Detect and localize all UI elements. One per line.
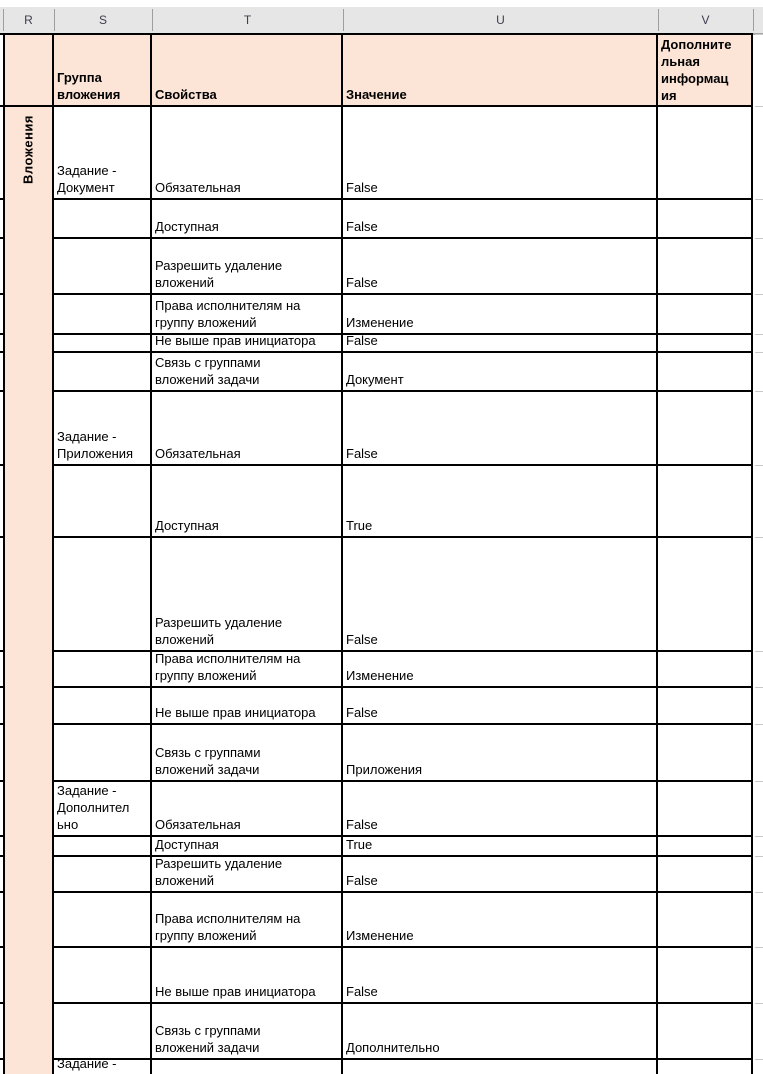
cell-group[interactable]	[54, 466, 152, 538]
cell-group[interactable]	[54, 837, 152, 857]
cell-value[interactable]	[343, 1060, 658, 1074]
cell-group[interactable]	[54, 782, 152, 837]
cell-property[interactable]	[152, 893, 343, 948]
cell-value-text: False	[346, 275, 378, 290]
cell-property-text: Права исполнителям на группу вложений	[155, 298, 301, 330]
column-header-S[interactable]: S	[98, 13, 107, 27]
cell-property-text: Обязательная	[155, 180, 241, 195]
gridline-right	[755, 724, 763, 725]
cell-value[interactable]	[343, 1004, 658, 1060]
gridline-right	[755, 1003, 763, 1004]
cell-extra[interactable]	[658, 1004, 753, 1060]
cell-group[interactable]	[54, 652, 152, 688]
header-cell-extra[interactable]	[658, 35, 753, 107]
cell-property[interactable]	[152, 466, 343, 538]
cell-property-text: Доступная	[155, 518, 219, 533]
cell-group[interactable]	[54, 1060, 152, 1074]
cell-group-text: Задание -	[57, 1060, 117, 1071]
cell-extra[interactable]	[658, 725, 753, 782]
cell-value-text: False	[346, 446, 378, 461]
band-separator	[343, 9, 344, 31]
cell-extra[interactable]	[658, 893, 753, 948]
band-separator	[658, 9, 659, 31]
table-top-border	[3, 33, 753, 35]
cell-group[interactable]	[54, 295, 152, 335]
gridline-right	[755, 1059, 763, 1060]
cell-property[interactable]	[152, 948, 343, 1004]
cell-extra[interactable]	[658, 688, 753, 725]
cell-property[interactable]	[152, 200, 343, 239]
cell-property-text: Связь с группами вложений задачи	[155, 355, 261, 387]
cell-value[interactable]	[343, 392, 658, 466]
gridline-right	[755, 294, 763, 295]
cell-value-text: False	[346, 817, 378, 832]
cell-group[interactable]	[54, 725, 152, 782]
cell-value[interactable]	[343, 688, 658, 725]
cell-group[interactable]	[54, 107, 152, 200]
column-header-T[interactable]: T	[243, 13, 252, 27]
cell-value-text: False	[346, 632, 378, 647]
cell-value-text: False	[346, 705, 378, 720]
band-separator	[152, 9, 153, 31]
cell-extra[interactable]	[658, 466, 753, 538]
cell-group-text: Задание - Дополнительно	[57, 783, 130, 832]
gridline-right	[755, 781, 763, 782]
cell-group[interactable]	[54, 335, 152, 353]
cell-property[interactable]	[152, 725, 343, 782]
column-header-U[interactable]: U	[496, 13, 505, 27]
gridline-right	[755, 947, 763, 948]
gridline-right	[755, 34, 763, 35]
cell-extra[interactable]	[658, 1060, 753, 1074]
cell-value[interactable]	[343, 893, 658, 948]
cell-extra[interactable]	[658, 782, 753, 837]
cell-property-text: Связь с группами вложений задачи	[155, 745, 261, 777]
cell-group[interactable]	[54, 200, 152, 239]
cell-property[interactable]	[152, 688, 343, 725]
gridline-right	[755, 836, 763, 837]
cell-extra[interactable]	[658, 837, 753, 857]
merged-cell-vlozheniya[interactable]	[3, 107, 54, 1074]
header-group-label: Группа вложения	[57, 70, 121, 102]
cell-property-text: Права исполнителям на группу вложений	[155, 911, 301, 943]
band-separator	[753, 9, 754, 31]
cell-value[interactable]	[343, 466, 658, 538]
gridline-right	[755, 856, 763, 857]
cell-value[interactable]	[343, 948, 658, 1004]
header-cell-value[interactable]	[343, 35, 658, 107]
gridline-right	[755, 892, 763, 893]
cell-value-text: Изменение	[346, 668, 414, 683]
cell-property-text: Разрешить удаление вложений	[155, 615, 283, 647]
header-extra-label: Дополнительная информация	[661, 37, 732, 103]
gridline-right	[755, 334, 763, 335]
column-header-R[interactable]: R	[24, 13, 33, 27]
cell-property-text: Не выше прав инициатора	[155, 984, 316, 999]
band-separator	[54, 9, 55, 31]
cell-property-text: Обязательная	[155, 446, 241, 461]
cell-value-text: Изменение	[346, 928, 414, 943]
cell-value-text: False	[346, 873, 378, 888]
gridline-right	[755, 238, 763, 239]
cell-group[interactable]	[54, 353, 152, 392]
cell-property[interactable]	[152, 782, 343, 837]
cell-property-text: Связь с группами вложений задачи	[155, 1023, 261, 1055]
cell-group[interactable]	[54, 392, 152, 466]
cell-extra[interactable]	[658, 392, 753, 466]
gridline-right	[755, 687, 763, 688]
cell-value[interactable]	[343, 107, 658, 200]
cell-extra[interactable]	[658, 239, 753, 295]
cell-property-text: Разрешить удаление вложений	[155, 857, 283, 888]
vertical-group-label: Вложения	[20, 115, 35, 184]
cell-value[interactable]	[343, 239, 658, 295]
cell-value-text: Изменение	[346, 315, 414, 330]
cell-property[interactable]	[152, 538, 343, 652]
cell-property-text: Доступная	[155, 219, 219, 234]
cell-value[interactable]	[343, 335, 658, 353]
header-cell-r-empty[interactable]	[3, 35, 54, 107]
cell-value-text: Дополнительно	[346, 1040, 440, 1055]
cell-property[interactable]	[152, 107, 343, 200]
gridline-right	[755, 537, 763, 538]
cell-value-text: False	[346, 219, 378, 234]
cell-property[interactable]	[152, 1004, 343, 1060]
cell-property[interactable]	[152, 392, 343, 466]
cell-value[interactable]	[343, 782, 658, 837]
cell-value[interactable]	[343, 652, 658, 688]
cell-value[interactable]	[343, 857, 658, 893]
cell-property-text: Разрешить удаление вложений	[155, 258, 283, 290]
cell-group[interactable]	[54, 538, 152, 652]
cell-extra[interactable]	[658, 353, 753, 392]
band-separator	[3, 9, 4, 31]
table-left-border	[3, 33, 5, 1074]
cell-property[interactable]	[152, 652, 343, 688]
cell-group[interactable]	[54, 948, 152, 1004]
gridline-right	[755, 199, 763, 200]
cell-extra[interactable]	[658, 948, 753, 1004]
cell-property[interactable]	[152, 1060, 343, 1074]
gridline-right	[755, 106, 763, 107]
cell-value-text: True	[346, 837, 373, 852]
header-value-label: Значение	[346, 87, 407, 102]
cell-value[interactable]	[343, 353, 658, 392]
cell-extra[interactable]	[658, 107, 753, 200]
cell-value-text: False	[346, 335, 378, 348]
cell-value-text: True	[346, 518, 373, 533]
cell-extra[interactable]	[658, 857, 753, 893]
gridline-right	[755, 651, 763, 652]
gridline-right	[755, 352, 763, 353]
column-header-V[interactable]: V	[701, 13, 710, 27]
cell-group-text: Задание - Приложения	[57, 429, 134, 461]
cell-group[interactable]	[54, 893, 152, 948]
cell-property-text: Не выше прав инициатора	[155, 705, 316, 720]
cell-property[interactable]	[152, 857, 343, 893]
cell-extra[interactable]	[658, 652, 753, 688]
cell-property[interactable]	[152, 239, 343, 295]
header-cell-property[interactable]	[152, 35, 343, 107]
cell-group[interactable]	[54, 857, 152, 893]
cell-group[interactable]	[54, 1004, 152, 1060]
cell-property[interactable]	[152, 837, 343, 857]
cell-extra[interactable]	[658, 335, 753, 353]
header-cell-group[interactable]	[54, 35, 152, 107]
cell-value[interactable]	[343, 538, 658, 652]
cell-property-text: Доступная	[155, 837, 219, 852]
cell-value-text: Приложения	[346, 762, 423, 777]
cell-property-text: Не выше прав инициатора	[155, 335, 316, 348]
cell-value-text: Документ	[346, 372, 404, 387]
cell-group[interactable]	[54, 688, 152, 725]
cell-value[interactable]	[343, 295, 658, 335]
gridline-right	[755, 465, 763, 466]
cell-value[interactable]	[343, 200, 658, 239]
cell-value-text: False	[346, 180, 378, 195]
cell-property[interactable]	[152, 353, 343, 392]
cell-property[interactable]	[152, 335, 343, 353]
cell-property-text: Права исполнителям на группу вложений	[155, 652, 301, 683]
cell-value[interactable]	[343, 837, 658, 857]
gridline-right	[755, 391, 763, 392]
header-property-label: Свойства	[155, 87, 217, 102]
cell-property[interactable]	[152, 295, 343, 335]
cell-property-text: Обязательная	[155, 817, 241, 832]
cell-extra[interactable]	[658, 538, 753, 652]
cell-extra[interactable]	[658, 200, 753, 239]
cell-value-text: False	[346, 984, 378, 999]
cell-group-text: Задание - Документ	[57, 163, 117, 195]
cell-value[interactable]	[343, 725, 658, 782]
cell-group[interactable]	[54, 239, 152, 295]
cell-extra[interactable]	[658, 295, 753, 335]
